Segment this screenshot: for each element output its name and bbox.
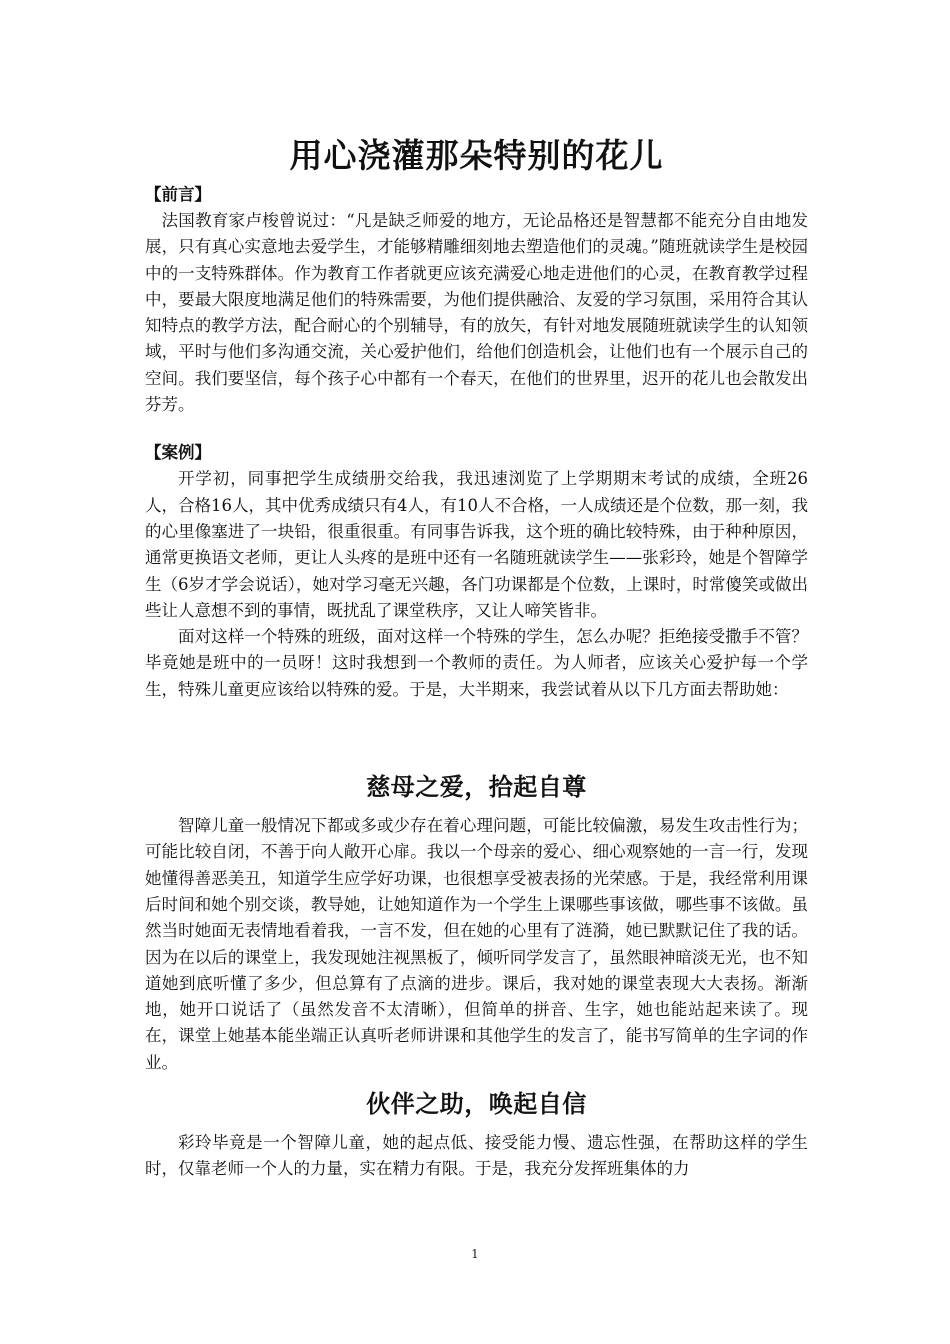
document-body	[145, 120, 808, 1183]
document-title: 用心浇灌那朵特别的花儿	[289, 136, 664, 175]
section-paragraph-mothers-love: 智障儿童一般情况下都或多或少存在着心理问题，可能比较偏激，易发生攻击性行为；可能比较自闭，不善于向人敞开心扉。我以一个母亲的爱心、细心观察她的一言一行，发现她懂得善恶美丑，知道学生应学好功课，也很想享受被表扬的光荣感。于是，我经常利用课后时间和她个别交谈，教导她，让她知道作为一个学生上课哪些事该做，哪些事不该做。虽然当时她面无表情地看着我，一言不发，但在她的心里有了涟漪，她已默默记住了我的话。因为在以后的课堂上，我发现她注视黑板了，倾听同学发言了，虽然眼神暗淡无光，也不知道她到底听懂了多少，但总算有了点滴的进步。课后，我对她的课堂表现大大表扬。渐渐地，她开口说话了（虽然发音不太清晰），但简单的拼音、生字，她也能站起来读了。现在，课堂上她基本能坐端正认真听老师讲课和其他学生的发言了，能书写简单的生字词的作业。	[145, 816, 808, 1072]
page-number: 1	[471, 1247, 479, 1261]
case-paragraph-1: 开学初，同事把学生成绩册交给我，我迅速浏览了上学期期末考试的成绩，全班26人，合格16人，其中优秀成绩只有4人，有10人不合格，一人成绩还是个位数，那一刻，我的心里像塞进了一块铅，很重很重。有同事告诉我，这个班的确比较特殊，由于种种原因，通常更换语文老师，更让人头疼的是班中还有一名随班就读学生——张彩玲，她是个智障学生（6岁才学会说话），她对学习毫无兴趣，各门功课都是个位数，上课时，时常傻笑或做出些让人意想不到的事情，既扰乱了课堂秩序，又让人啼笑皆非。	[145, 469, 808, 620]
section-paragraph-peer-help: 彩玲毕竟是一个智障儿童，她的起点低、接受能力慢、遗忘性强，在帮助这样的学生时，仅靠老师一个人的力量，实在精力有限。于是，我充分发挥班集体的力	[145, 1133, 808, 1179]
case-label: 【案例】	[145, 443, 211, 463]
spacer	[145, 418, 808, 440]
section-heading-mothers-love: 慈母之爱，拾起自尊	[366, 772, 587, 802]
preface-paragraph: 法国教育家卢梭曾说过：“凡是缺乏师爱的地方，无论品格还是智慧都不能充分自由地发展，只有真心实意地去爱学生，才能够精雕细刻地去塑造他们的灵魂。”随班就读学生是校园中的一支特殊群体。作为教育工作者就更应该充满爱心地走进他们的心灵，在教育教学过程中，要最大限度地满足他们的特殊需要，为他们提供融洽、友爱的学习氛围，采用符合其认知特点的教学方法，配合耐心的个别辅导，有的放矢，有针对地发展随班就读学生的认知领域，平时与他们多沟通交流，关心爱护他们，给他们创造机会，让他们也有一个展示自己的空间。我们要坚信，每个孩子心中都有一个春天，在他们的世界里，迟开的花儿也会散发出芬芳。	[145, 211, 808, 415]
spacer	[145, 703, 808, 759]
preface-label: 【前言】	[145, 185, 211, 204]
section-heading-peer-help: 伙伴之助，唤起自信	[366, 1089, 587, 1119]
case-paragraph-2: 面对这样一个特殊的班级，面对这样一个特殊的学生，怎么办呢？拒绝接受撒手不管？毕竟她是班中的一员呀！这时我想到一个教师的责任。为人师者，应该关心爱护每一个学生，特殊儿童更应该给以特殊的爱。于是，大半期来，我尝试着从以下几方面去帮助她：	[145, 627, 808, 699]
